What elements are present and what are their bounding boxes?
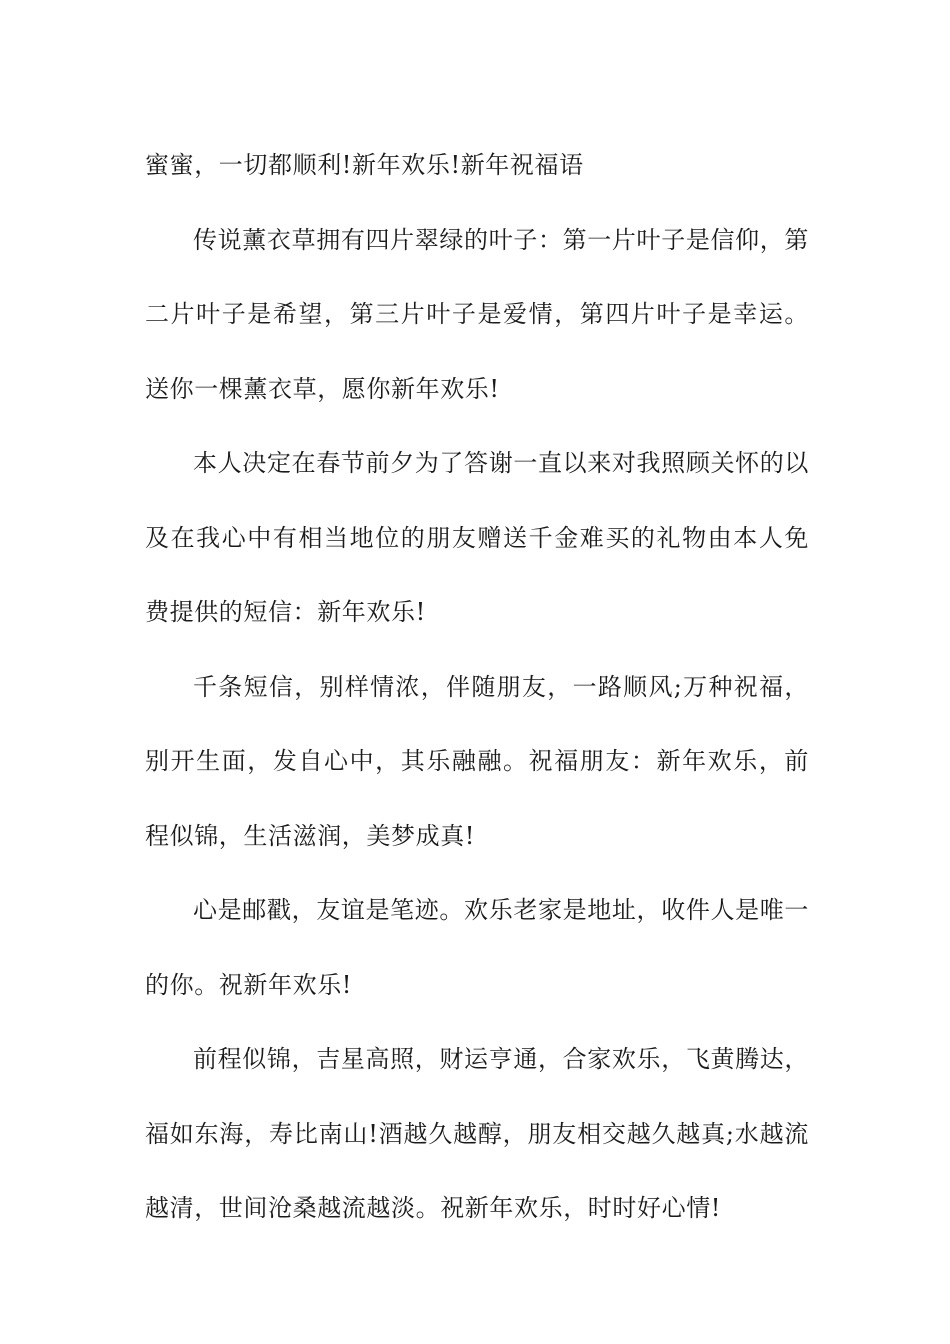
paragraph-postmark: 心是邮戳，友谊是笔迹。欢乐老家是地址，收件人是唯一的你。祝新年欢乐! [145, 896, 809, 999]
paragraph-gift-sms: 本人决定在春节前夕为了答谢一直以来对我照顾关怀的以及在我心中有相当地位的朋友赠送千金难买的礼物由本人免费提供的短信：新年欢乐! [145, 449, 809, 626]
paragraph-continuation: 蜜蜜，一切都顺利!新年欢乐!新年祝福语 [145, 151, 584, 179]
document-body [145, 128, 809, 1246]
paragraph-lavender: 传说薰衣草拥有四片翠绿的叶子：第一片叶子是信仰，第二片叶子是希望，第三片叶子是爱情，第四片叶子是幸运。送你一棵薰衣草，愿你新年欢乐! [145, 225, 809, 403]
paragraph-thousand-sms: 千条短信，别样情浓，伴随朋友，一路顺风;万种祝福，别开生面，发自心中，其乐融融。祝福朋友：新年欢乐，前程似锦，生活滋润，美梦成真! [145, 672, 809, 850]
paragraph-bright-future: 前程似锦，吉星高照，财运亨通，合家欢乐，飞黄腾达，福如东海，寿比南山!酒越久越醇，朋友相交越久越真;水越流越清，世间沧桑越流越淡。祝新年欢乐，时时好心情! [145, 1045, 809, 1222]
